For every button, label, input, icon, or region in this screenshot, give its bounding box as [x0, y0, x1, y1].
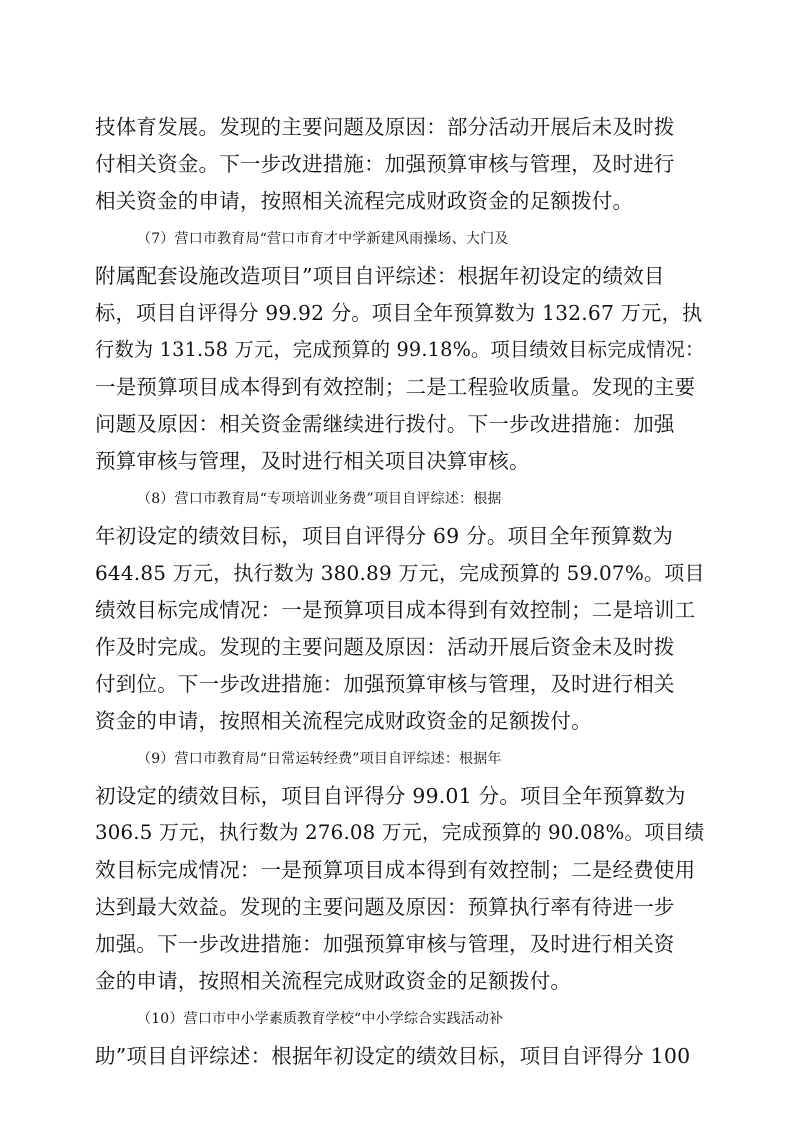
paragraph-line: 达到最大效益。发现的主要问题及原因：预算执行率有待进一步 [95, 895, 675, 919]
paragraph-line: （10）营口市中小学素质教育学校“中小学综合实践活动补 [137, 1011, 504, 1027]
paragraph-line: 资金的申请，按照相关流程完成财政资金的足额拨付。 [95, 709, 592, 733]
paragraph-line: 金的申请，按照相关流程完成财政资金的足额拨付。 [95, 969, 572, 993]
paragraph-line: 加强。下一步改进措施：加强预算审核与管理，及时进行相关资 [95, 932, 675, 956]
paragraph-line: 绩效目标完成情况：一是预算项目成本得到有效控制；二是培训工 [95, 598, 696, 622]
paragraph-line: 初设定的绩效目标，项目自评得分 99.01 分。项目全年预算数为 [95, 784, 686, 808]
paragraph-line: 付相关资金。下一步改进措施：加强预算审核与管理，及时进行 [95, 152, 675, 176]
paragraph-line: 一是预算项目成本得到有效控制；二是工程验收质量。发现的主要 [95, 375, 696, 399]
paragraph-line: 附属配套设施改造项目”项目自评综述：根据年初设定的绩效目 [95, 264, 665, 288]
paragraph-line: 预算审核与管理，及时进行相关项目决算审核。 [95, 449, 530, 473]
paragraph-line: 问题及原因：相关资金需继续进行拨付。下一步改进措施：加强 [95, 412, 675, 436]
paragraph-line: 标，项目自评得分 99.92 分。项目全年预算数为 132.67 万元，执 [95, 301, 703, 325]
paragraph-line: 助”项目自评综述：根据年初设定的绩效目标，项目自评得分 100 [95, 1044, 691, 1068]
paragraph-line: 644.85 万元，执行数为 380.89 万元，完成预算的 59.07%。项目 [95, 561, 705, 585]
paragraph-line: （7）营口市教育局“营口市育才中学新建风雨操场、大门及 [137, 231, 509, 247]
paragraph-line: （8）营口市教育局“专项培训业务费”项目自评综述：根据 [137, 491, 502, 507]
paragraph-line: 付到位。下一步改进措施：加强预算审核与管理，及时进行相关 [95, 672, 675, 696]
paragraph-line: 作及时完成。发现的主要问题及原因：活动开展后资金未及时拨 [95, 635, 675, 659]
paragraph-line: 相关资金的申请，按照相关流程完成财政资金的足额拨付。 [95, 189, 634, 213]
paragraph-line: 效目标完成情况：一是预算项目成本得到有效控制；二是经费使用 [95, 858, 696, 882]
paragraph-line: 技体育发展。发现的主要问题及原因：部分活动开展后未及时拨 [95, 115, 675, 139]
paragraph-line: （9）营口市教育局“日常运转经费”项目自评综述：根据年 [137, 751, 502, 767]
paragraph-line: 306.5 万元，执行数为 276.08 万元，完成预算的 90.08%。项目绩 [95, 821, 705, 844]
paragraph-line: 年初设定的绩效目标，项目自评得分 69 分。项目全年预算数为 [95, 524, 674, 548]
paragraph-line: 行数为 131.58 万元，完成预算的 99.18%。项目绩效目标完成情况： [95, 338, 705, 361]
